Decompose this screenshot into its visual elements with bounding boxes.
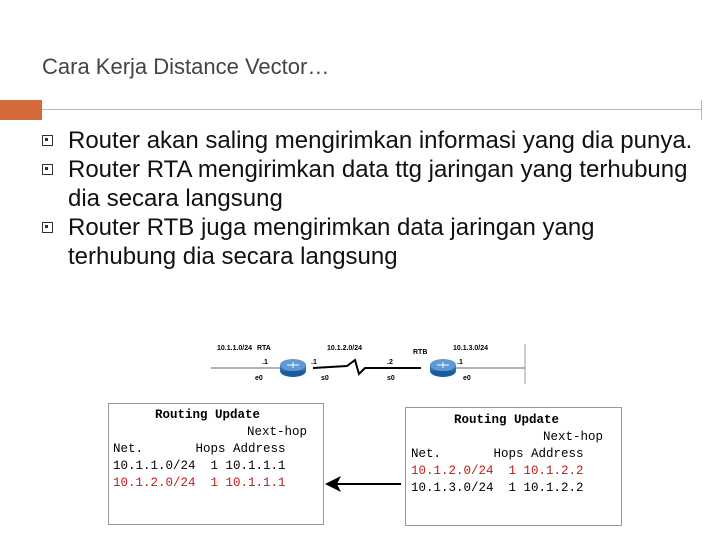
zigzag-serial-icon	[313, 360, 421, 374]
bullet-item	[40, 213, 700, 271]
next-hop-label: Next-hop	[543, 430, 604, 444]
ip-rta-s0: .1	[311, 359, 317, 366]
bullet-item	[40, 126, 700, 155]
square-bullet-icon	[42, 135, 53, 146]
arrow-left-icon	[323, 469, 403, 499]
net-label-right: 10.1.3.0/24	[453, 345, 489, 352]
ip-rtb-e0: .1	[457, 359, 463, 366]
iface-rta-s0: s0	[321, 375, 329, 382]
routing-table-row: 10.1.2.0/24 1 10.1.1.1	[113, 476, 286, 490]
next-hop-label: Next-hop	[247, 425, 308, 439]
routing-update-rta	[108, 403, 324, 525]
routing-table-header: Net. Hops Address	[113, 442, 286, 456]
routing-table-row: 10.1.2.0/24 1 10.1.2.2	[411, 464, 584, 478]
bullet-list	[40, 126, 700, 271]
accent-bar-left	[0, 100, 42, 120]
iface-rtb-s0: s0	[387, 375, 395, 382]
router-icon	[430, 359, 456, 377]
square-bullet-icon	[42, 222, 53, 233]
slide-title: Cara Kerja Distance Vector…	[42, 54, 330, 79]
accent-bar-right	[701, 100, 720, 120]
square-bullet-icon	[42, 164, 53, 175]
iface-rtb-e0: e0	[463, 375, 471, 382]
bullet-text: Router RTA mengirimkan data ttg jaringan yang terhubung dia secara langsung	[68, 156, 688, 212]
routing-update-rtb	[405, 407, 622, 526]
bullet-text: Router RTB juga mengirimkan data jaringan yang terhubung dia secara langsung	[68, 214, 595, 270]
router-label-rtb: RTB	[413, 349, 428, 356]
net-label-left: 10.1.1.0/24	[217, 345, 253, 352]
ip-rta-e0: .1	[262, 359, 268, 366]
routing-table-row: 10.1.3.0/24 1 10.1.2.2	[411, 481, 584, 495]
bullet-item	[40, 155, 700, 213]
iface-rta-e0: e0	[255, 375, 263, 382]
router-icon	[280, 359, 306, 377]
router-label-rta: RTA	[257, 345, 271, 352]
network-topology-diagram	[207, 340, 529, 388]
bullet-text: Router akan saling mengirimkan informasi yang dia punya.	[68, 127, 693, 154]
routing-update-title: Routing Update	[454, 413, 560, 427]
title-divider	[42, 109, 702, 110]
ip-rtb-s0: .2	[387, 359, 393, 366]
routing-update-title: Routing Update	[155, 408, 261, 422]
routing-table-header: Net. Hops Address	[411, 447, 584, 461]
routing-table-row: 10.1.1.0/24 1 10.1.1.1	[113, 459, 286, 473]
net-label-middle: 10.1.2.0/24	[327, 345, 363, 352]
